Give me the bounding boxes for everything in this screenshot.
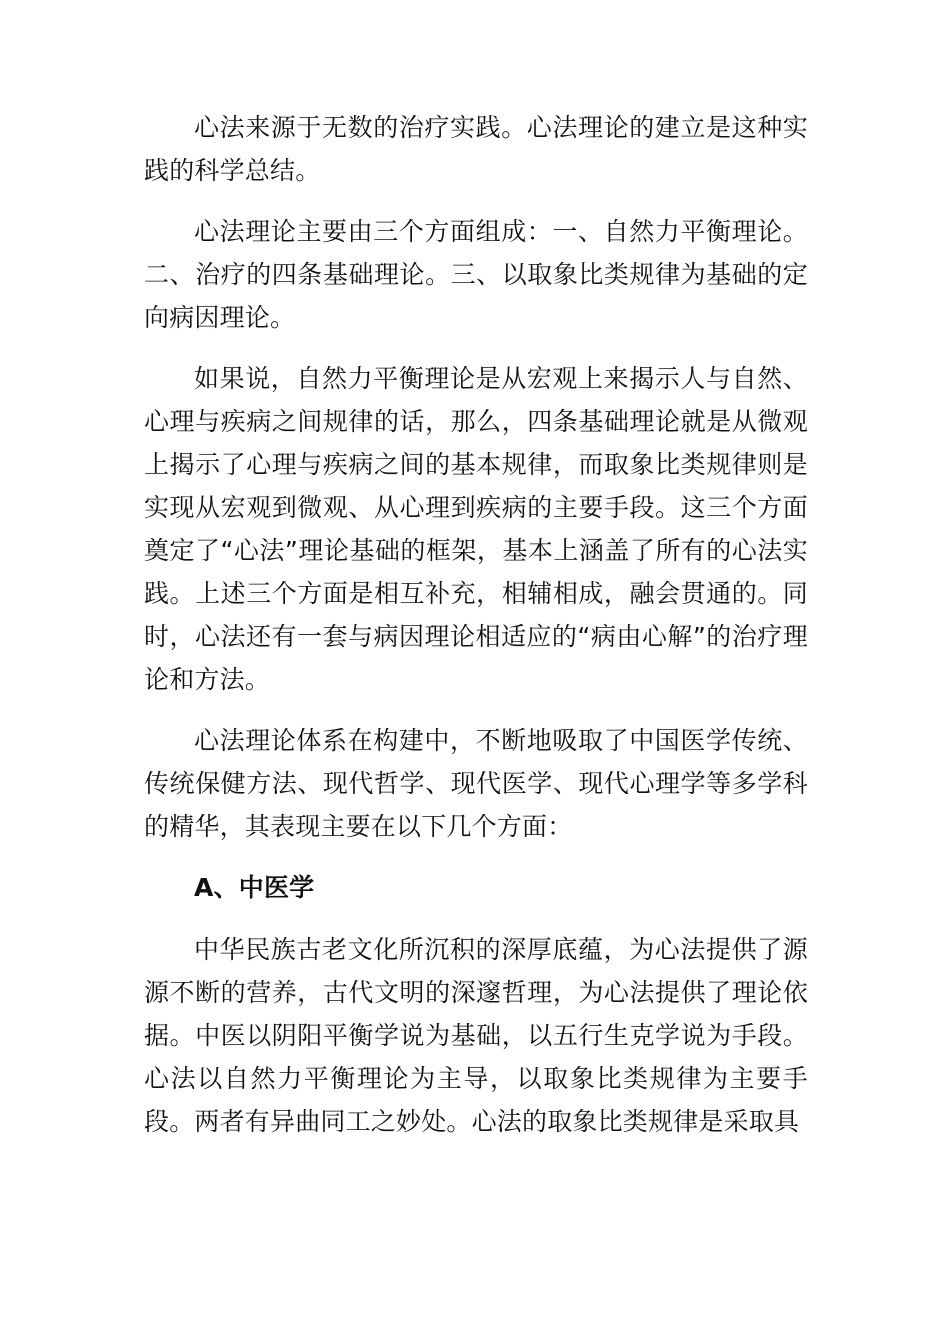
paragraph-1: 心法来源于无数的治疗实践。心法理论的建立是这种实践的科学总结。 [144,113,808,185]
section-paragraph: 中华民族古老文化所沉积的深厚底蕴，为心法提供了源源不断的营养，古代文明的深邃哲理，为心法提供了理论依据。中医以阴阳平衡学说为基础，以五行生克学说为手段。心法以自然力平衡理论为主导，以取象比类规律为主要手段。两者有异曲同工之妙处。心法的取象比类规律是采取具 [144,935,808,1136]
document-body [144,106,808,1161]
paragraph-4: 心法理论体系在构建中，不断地吸取了中国医学传统、传统保健方法、现代哲学、现代医学、现代心理学等多学科的精华，其表现主要在以下几个方面： [144,726,808,841]
paragraph-2: 心法理论主要由三个方面组成：一、自然力平衡理论。二、治疗的四条基础理论。三、以取象比类规律为基础的定向病因理论。 [144,217,808,332]
paragraph-3: 如果说，自然力平衡理论是从宏观上来揭示人与自然、心理与疾病之间规律的话，那么，四条基础理论就是从微观上揭示了心理与疾病之间的基本规律，而取象比类规律则是实现从宏观到微观、从心理到疾病的主要手段。这三个方面奠定了“心法”理论基础的框架，基本上涵盖了所有的心法实践。上述三个方面是相互补充，相辅相成，融会贯通的。同时，心法还有一套与病因理论相适应的“病由心解”的治疗理论和方法。 [144,364,808,694]
section-heading: A、中医学 [194,873,315,902]
